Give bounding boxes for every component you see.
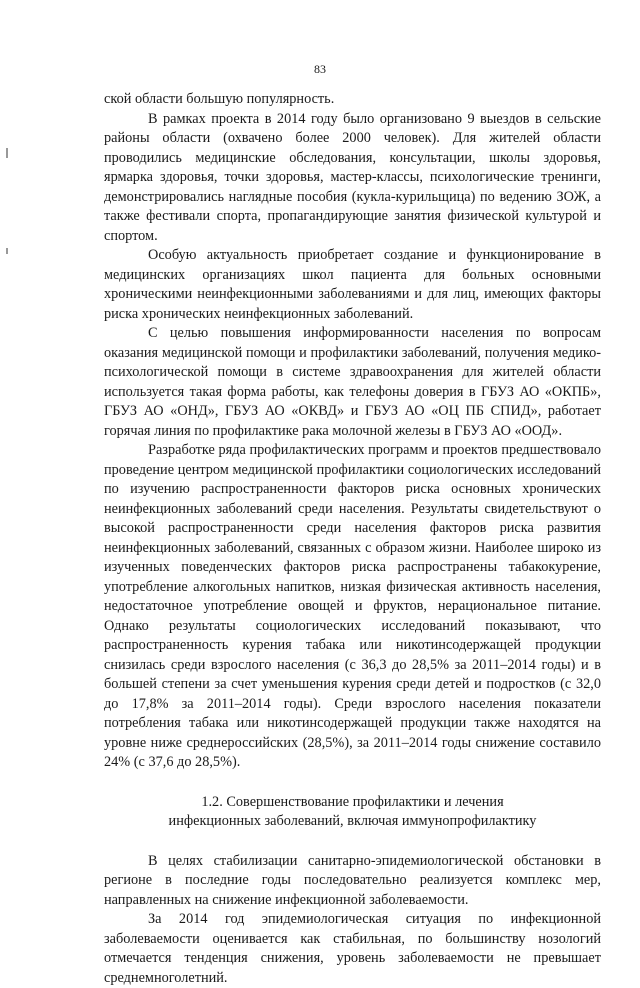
paragraph-hotlines: С целью повышения информированности населения по вопросам оказания медицинской помощи и профилактики заболеваний, получения медико-психологической помощи в системе здравоохранения для жителей области используется такая форма работы, как телефоны доверия в ГБУЗ АО «ОКПБ», ГБУЗ АО «ОНД», ГБУЗ АО «ОКВД» и ГБУЗ АО «ОЦ ПБ СПИД», работает горячая линия по профилактике рака молочной железы в ГБУЗ АО «ООД». [104, 325, 601, 439]
paragraph-sociological-research: Разработке ряда профилактических программ и проектов предшествовало проведение центром медицинской профилактики социологических исследований по изучению распространенности факторов риска основных хронических неинфекционных заболеваний среди населения. Результаты свидетельствуют о высокой распространенности среди населения факторов риска развития неинфекционных заболеваний, связанных с образом жизни. Наиболее широко из изученных поведенческих факторов риска распространены табакокурение, употребление алкогольных напитков, низкая физическая активность населения, недостаточное употребление овощей и фруктов, нерациональное питание. Однако результаты социологических исследований показывают, что распространенность курения табака или никотинсодержащей продукции снизилась среди взрослого населения (с 36,3 до 28,5% за 2011–2014 годы) и в большей степени за счет уменьшения курения среди детей и подростков (с 32,0 до 17,8% за 2011–2014 годы). Среди взрослого населения показатели потребления табака или никотинсодержащей продукции также находятся на уровне ниже среднероссийских (28,5%), за 2011–2014 годы снижение составило 24% (с 37,6 до 28,5%). [104, 442, 601, 770]
paragraph-epidemiological-measures: В целях стабилизации санитарно-эпидемиологической обстановки в регионе в последние годы последовательно реализуется комплекс мер, направленных на снижение инфекционной заболеваемости. [104, 852, 601, 908]
scan-margin-mark-top [6, 148, 8, 158]
paragraph-continuation: ской области большую популярность. [104, 91, 335, 107]
section-heading [104, 793, 601, 832]
paragraph-epidemiological-situation: За 2014 год эпидемиологическая ситуация по инфекционной заболеваемости оценивается как стабильная, по большинству нозологий отмечается тенденция снижения, уровень заболеваемости не превышает среднемноголетний. [104, 911, 601, 986]
page-number: 83 [314, 62, 326, 76]
scan-margin-mark-bottom [6, 248, 8, 254]
paragraph-project-trips: В рамках проекта в 2014 году было организовано 9 выездов в сельские районы области (охвачено более 2000 человек). Для жителей области проводились медицинские обследования, консультации, школы здоровья, ярмарка здоровья, точки здоровья, мастер-классы, психологические тренинги, демонстрировались наглядные пособия (кукла-курильщица) по ведению ЗОЖ, а также фестивали спорта, пропагандирующие занятия физической культурой и спортом. [104, 110, 601, 244]
section-heading-line-1: 1.2. Совершенствование профилактики и лечения [201, 793, 504, 810]
paragraph-patient-schools: Особую актуальность приобретает создание и функционирование в медицинских организациях школ пациента для больных основными хроническими неинфекционными заболеваниями и для лиц, имеющих факторы риска хронических неинфекционных заболеваний. [104, 247, 601, 322]
section-heading-line-2: инфекционных заболеваний, включая иммунопрофилактику [168, 813, 537, 829]
document-body [104, 90, 601, 988]
